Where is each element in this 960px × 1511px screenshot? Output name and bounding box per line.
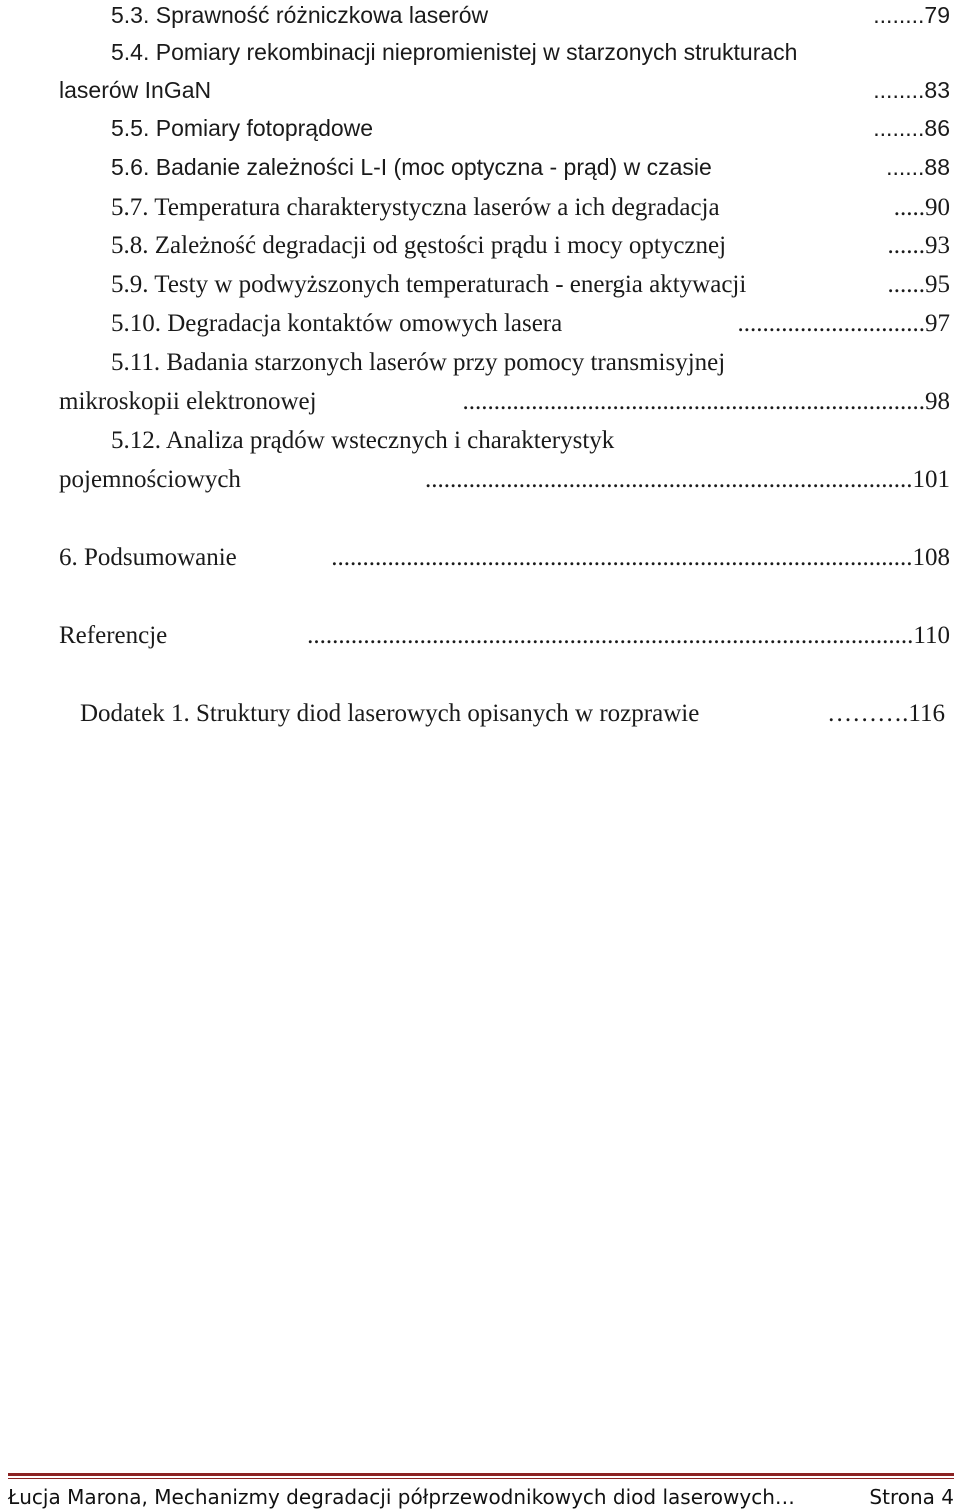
toc-entry-title: mikroskopii elektronowej	[59, 388, 317, 415]
toc-entry-title: 5.5. Pomiary fotoprądowe	[111, 115, 374, 141]
toc-entry-5-4-line1[interactable]: 5.4. Pomiary rekombinacji niepromienistej w starzonych strukturach	[111, 39, 798, 65]
toc-entry-page: .....90	[893, 194, 950, 221]
page-footer	[8, 1484, 954, 1510]
toc-entry-page: ..............................97	[737, 310, 950, 337]
toc-entry-page: .................................................................................................110	[307, 622, 950, 649]
toc-entry-title: laserów InGaN	[59, 77, 212, 103]
footer-rule-thick	[8, 1473, 954, 1476]
toc-entry-page: ......95	[887, 271, 950, 298]
toc-entry-page: ……….116	[827, 700, 945, 727]
toc-entry-5-8[interactable]	[111, 231, 950, 261]
toc-entry-title: 5.9. Testy w podwyższonych temperaturach - energia aktywacji	[111, 271, 747, 298]
toc-entry-title: Dodatek 1. Struktury diod laserowych opisanych w rozprawie	[80, 700, 700, 727]
toc-entry-title: 5.10. Degradacja kontaktów omowych lasera	[111, 310, 563, 337]
toc-entry-appendix-1[interactable]	[80, 699, 945, 729]
toc-entry-5-4-line2[interactable]	[59, 75, 950, 105]
toc-entry-5-6[interactable]	[111, 152, 950, 182]
toc-entry-page: .............................................................................................108	[331, 544, 950, 571]
toc-entry-title: 5.8. Zależność degradacji od gęstości prądu i mocy optycznej	[111, 232, 727, 259]
footer-rule-thin	[8, 1478, 954, 1479]
toc-entry-title: 5.6. Badanie zależności L-I (moc optyczna - prąd) w czasie	[111, 154, 712, 180]
toc-entry-title: 5.3. Sprawność różniczkowa laserów	[111, 2, 489, 28]
toc-entry-6[interactable]	[59, 543, 950, 573]
toc-entry-5-7[interactable]	[111, 193, 950, 223]
toc-entry-5-11-line1[interactable]: 5.11. Badania starzonych laserów przy pomocy transmisyjnej	[111, 349, 726, 376]
toc-entry-page: ..............................................................................101	[425, 466, 950, 493]
footer-title: Łucja Marona, Mechanizmy degradacji półprzewodnikowych diod laserowych…	[8, 1485, 795, 1509]
toc-entry-title: 5.7. Temperatura charakterystyczna laserów a ich degradacja	[111, 194, 720, 221]
footer-page-number: Strona 4	[869, 1485, 954, 1509]
toc-entry-5-5[interactable]	[111, 113, 950, 143]
toc-entry-5-11-line2[interactable]	[59, 387, 950, 417]
toc-entry-page: ........86	[873, 115, 950, 141]
toc-entry-title: 6. Podsumowanie	[59, 544, 237, 571]
toc-entry-5-9[interactable]	[111, 270, 950, 300]
toc-entry-page: ......93	[887, 232, 950, 259]
toc-entry-page: ........83	[873, 77, 950, 103]
toc-entry-5-3[interactable]	[111, 0, 950, 30]
toc-entry-page: ..........................................................................98	[462, 388, 950, 415]
toc-entry-references[interactable]	[59, 621, 950, 651]
toc-entry-title: Referencje	[59, 622, 168, 649]
toc-entry-page: ........79	[873, 2, 950, 28]
toc-entry-5-10[interactable]	[111, 309, 950, 339]
toc-entry-title: pojemnościowych	[59, 466, 241, 493]
toc-entry-5-12-line2[interactable]	[59, 465, 950, 495]
toc-entry-5-12-line1[interactable]: 5.12. Analiza prądów wstecznych i charakterystyk	[111, 427, 615, 454]
toc-entry-page: ......88	[886, 154, 950, 180]
